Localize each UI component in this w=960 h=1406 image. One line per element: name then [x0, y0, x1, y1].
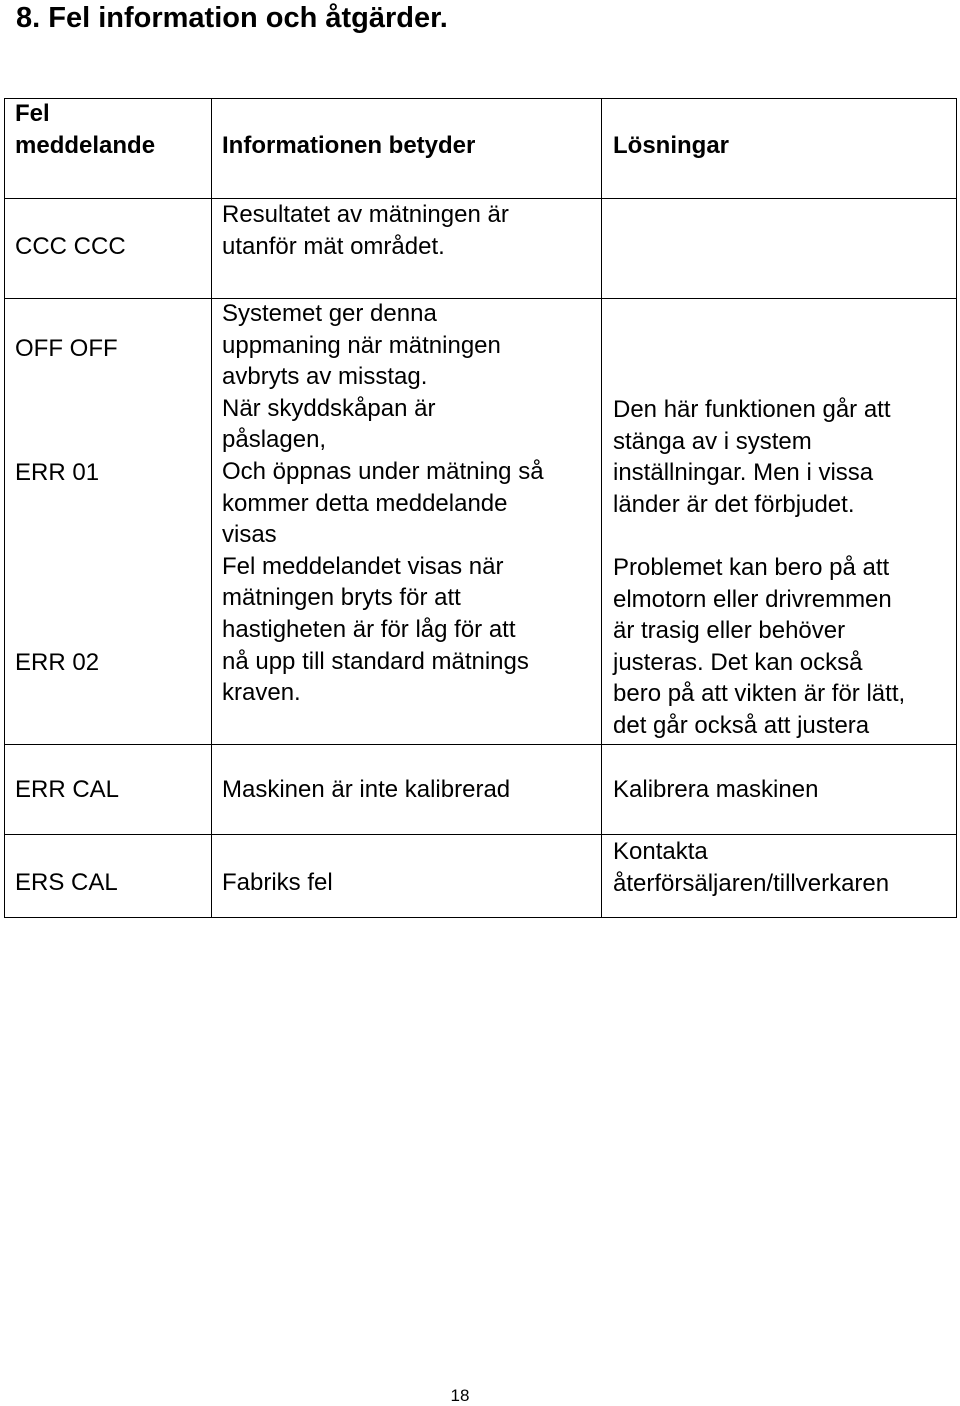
table-border-bottom — [4, 917, 957, 918]
error-code-ers-cal: ERS CAL — [15, 869, 118, 896]
text-line: Resultatet av mätningen är — [222, 201, 509, 228]
text-line: bero på att vikten är för lätt, — [613, 680, 906, 708]
page-heading: 8. Fel information och åtgärder. — [16, 2, 448, 34]
text-line: Problemet kan bero på att — [613, 554, 890, 581]
text-line: Den här funktionen går att — [613, 396, 891, 423]
meaning-ers-cal: Fabriks fel — [222, 869, 333, 896]
text-line: elmotorn eller drivremmen — [613, 585, 892, 613]
row-divider-err-cal — [4, 834, 957, 835]
solution-err02 — [613, 552, 905, 742]
header-meaning: Informationen betyder — [222, 132, 476, 159]
meaning-err-cal: Maskinen är inte kalibrerad — [222, 776, 511, 803]
text-line: Och öppnas under mätning så — [222, 457, 544, 485]
text-line: nå upp till standard mätnings — [222, 647, 529, 675]
text-line: stänga av i system — [613, 427, 812, 455]
text-line: Fel meddelandet visas när — [222, 552, 504, 580]
text-line: länder är det förbjudet. — [613, 490, 855, 518]
table-border-left — [4, 98, 5, 918]
text-line: påslagen, — [222, 426, 327, 454]
header-error-line: meddelande — [15, 131, 156, 159]
error-code-off: OFF OFF — [15, 335, 118, 362]
text-line: mätningen bryts för att — [222, 584, 461, 612]
page-number: 18 — [450, 1386, 470, 1405]
column-divider-1 — [211, 98, 212, 918]
text-line: hastigheten är för låg för att — [222, 615, 516, 643]
text-line: återförsäljaren/tillverkaren — [613, 869, 890, 897]
solution-ers-cal — [613, 836, 889, 899]
solution-err01 — [613, 394, 891, 520]
text-line: det går också att justera — [613, 711, 870, 739]
text-line: Kontakta — [613, 838, 708, 865]
text-line: är trasig eller behöver — [613, 617, 846, 645]
text-line: Systemet ger denna — [222, 300, 437, 327]
text-line: När skyddskåpan är — [222, 394, 436, 422]
text-line: utanför mät området. — [222, 232, 445, 260]
solution-err-cal: Kalibrera maskinen — [613, 776, 819, 803]
header-solution: Lösningar — [613, 132, 730, 159]
text-line: kraven. — [222, 679, 301, 707]
text-line: uppmaning när mätningen — [222, 331, 501, 359]
meaning-ccc — [222, 199, 509, 262]
row-divider-merged — [4, 744, 957, 745]
error-code-err01: ERR 01 — [15, 459, 100, 486]
error-table — [4, 98, 957, 918]
error-code-err02: ERR 02 — [15, 649, 100, 676]
header-error — [15, 98, 155, 161]
error-code-ccc: CCC CCC — [15, 233, 126, 260]
table-border-right — [956, 98, 957, 918]
text-line: kommer detta meddelande — [222, 489, 508, 517]
error-code-err-cal: ERR CAL — [15, 776, 120, 803]
column-divider-2 — [601, 98, 602, 918]
text-line: justeras. Det kan också — [613, 648, 863, 676]
text-line: inställningar. Men i vissa — [613, 459, 874, 487]
text-line: avbryts av misstag. — [222, 363, 428, 391]
text-line: visas — [222, 521, 277, 549]
meaning-merged — [222, 298, 544, 709]
header-error-line: Fel — [15, 100, 50, 127]
